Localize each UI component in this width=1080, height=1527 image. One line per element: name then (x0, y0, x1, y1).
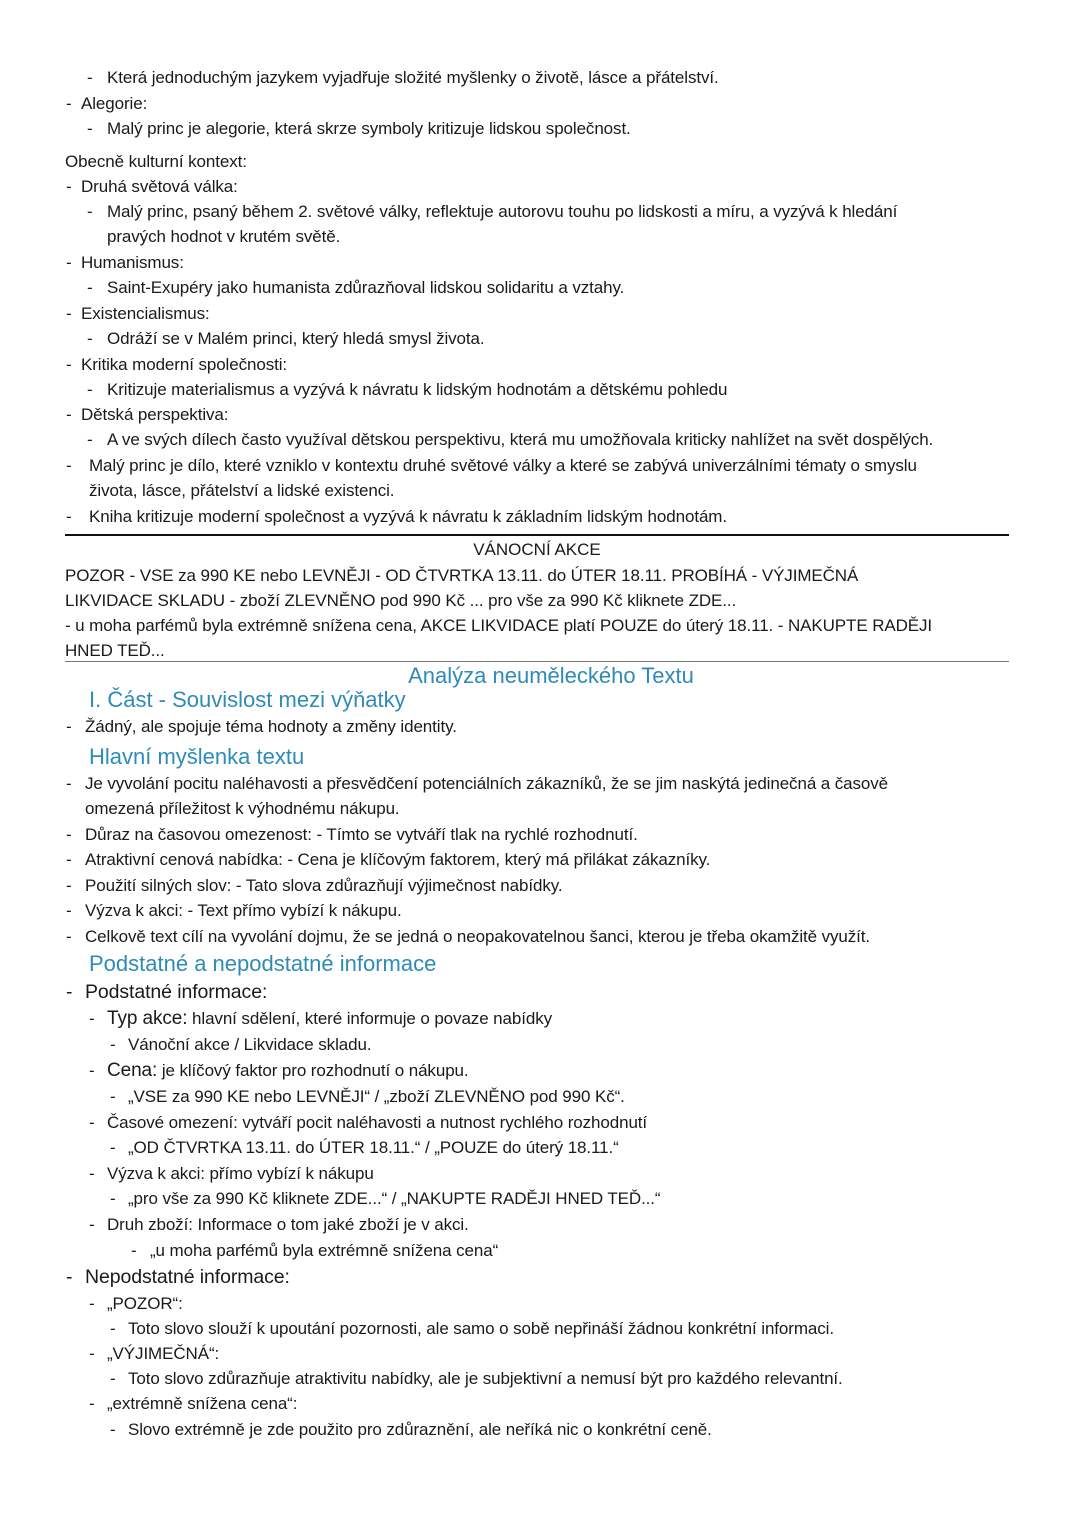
context-detail: pravých hodnot v krutém světě. (107, 227, 341, 246)
context-detail: A ve svých dílech často využíval dětskou perspektivu, která mu umožňovala kriticky nahlížet na svět dospělých. (107, 430, 934, 449)
nonessential-label: Nepodstatné informace: (85, 1266, 290, 1288)
bullet-dash: - (66, 253, 72, 272)
bullet-dash: - (66, 94, 72, 113)
bullet-dash: - (66, 456, 72, 475)
bullet-dash: - (87, 380, 93, 399)
essential-example: „pro vše za 990 Kč kliknete ZDE...“ / „NAKUPTE RADĚJI HNED TEĎ...“ (128, 1189, 661, 1208)
bullet-dash: - (87, 68, 93, 87)
nonessential-explanation: Toto slovo slouží k upoutání pozornosti, ale samo o sobě nepřináší žádnou konkrétní informaci. (128, 1319, 834, 1338)
essential-item-desc: přímo vybízí k nákupu (204, 1164, 374, 1183)
essential-item-desc: Informace o tom jaké zboží je v akci. (192, 1215, 469, 1234)
context-label: Dětská perspektiva: (81, 405, 229, 424)
ad-line: POZOR - VSE za 990 KE nebo LEVNĚJI - OD ČTVRTKA 13.11. do ÚTER 18.11. PROBÍHÁ - VÝJIMEČNÁ (65, 566, 859, 585)
info-heading: Podstatné a nepodstatné informace (89, 951, 437, 976)
essential-label: Podstatné informace: (85, 981, 268, 1003)
essential-item (107, 1008, 552, 1030)
context-detail: Kritizuje materialismus a vyzývá k návratu k lidským hodnotám a dětskému pohledu (107, 380, 728, 399)
essential-example: Vánoční akce / Likvidace skladu. (128, 1035, 372, 1054)
main-idea-item: Je vyvolání pocitu naléhavosti a přesvědčení potenciálních zákazníků, že se jim naskýtá jedinečná a časově (85, 774, 889, 793)
bullet-dash: - (66, 825, 72, 844)
context-label: Druhá světová válka: (81, 177, 238, 196)
context-label: Humanismus: (81, 253, 184, 272)
essential-item-label: Časové omezení: (107, 1113, 238, 1132)
bullet-dash: - (89, 1061, 95, 1080)
essential-item (107, 1060, 469, 1082)
main-idea-item: Výzva k akci: - Text přímo vybízí k nákupu. (85, 901, 402, 920)
bullet-dash: - (66, 850, 72, 869)
bullet-dash: - (66, 927, 72, 946)
bullet-dash: - (89, 1164, 95, 1183)
essential-item-desc: vytváří pocit naléhavosti a nutnost rychlého rozhodnutí (237, 1113, 648, 1132)
bullet-dash: - (110, 1369, 116, 1388)
bullet-dash: - (66, 405, 72, 424)
context-detail: Malý princ, psaný během 2. světové války, reflektuje autorovu touhu po lidskosti a míru, a vyzývá k hledání (107, 202, 898, 221)
essential-item-label: Cena: (107, 1060, 158, 1081)
bullet-dash: - (66, 177, 72, 196)
bullet-dash: - (131, 1241, 137, 1260)
nonessential-explanation: Slovo extrémně je zde použito pro zdůraznění, ale neříká nic o konkrétní ceně. (128, 1420, 712, 1439)
analysis-title: Analýza neuměleckého Textu (408, 663, 694, 688)
bullet-dash: - (89, 1113, 95, 1132)
main-idea-heading: Hlavní myšlenka textu (89, 744, 305, 769)
bullet-dash: - (110, 1420, 116, 1439)
bullet-dash: - (89, 1294, 95, 1313)
context-detail: Saint-Exupéry jako humanista zdůrazňoval lidskou solidaritu a vztahy. (107, 278, 625, 297)
ad-line: - u moha parfémů byla extrémně snížena cena, AKCE LIKVIDACE platí POUZE do úterý 18.11. - NAKUPTE RADĚJI (65, 616, 933, 635)
summary-line: života, lásce, přátelství a lidské existenci. (89, 481, 395, 500)
part1-heading: I. Část - Souvislost mezi výňatky (89, 687, 406, 712)
bullet-dash: - (66, 901, 72, 920)
ad-title: VÁNOCNÍ AKCE (473, 540, 601, 559)
essential-item-label: Typ akce: (107, 1008, 188, 1029)
bullet-dash: - (87, 278, 93, 297)
bullet-dash: - (89, 1009, 95, 1028)
note-line: Která jednoduchým jazykem vyjadřuje složité myšlenky o životě, lásce a přátelství. (107, 68, 719, 87)
summary-line: Malý princ je dílo, které vzniklo v kontextu druhé světové války a které se zabývá univerzálními tématy o smyslu (89, 456, 917, 475)
essential-item (107, 1214, 469, 1236)
essential-item-desc: je klíčový faktor pro rozhodnutí o nákupu. (157, 1061, 469, 1080)
bullet-dash: - (87, 430, 93, 449)
nonessential-item: „VÝJIMEČNÁ“: (107, 1344, 220, 1363)
bullet-dash: - (87, 119, 93, 138)
nonessential-item: „POZOR“: (107, 1294, 183, 1313)
bullet-dash: - (110, 1035, 116, 1054)
bullet-dash: - (87, 329, 93, 348)
bullet-dash: - (110, 1319, 116, 1338)
bullet-dash: - (66, 507, 72, 526)
divider (65, 534, 1009, 536)
bullet-dash: - (66, 876, 72, 895)
main-idea-item: Celkově text cílí na vyvolání dojmu, že se jedná o neopakovatelnou šanci, kterou je třeba okamžitě využít. (85, 927, 871, 946)
context-heading: Obecně kulturní kontext: (65, 152, 247, 171)
bullet-dash: - (66, 774, 72, 793)
ad-line: LIKVIDACE SKLADU - zboží ZLEVNĚNO pod 990 Kč ... pro vše za 990 Kč kliknete ZDE... (65, 591, 737, 610)
bullet-dash: - (66, 355, 72, 374)
bullet-dash: - (89, 1215, 95, 1234)
essential-item (107, 1163, 374, 1185)
note-line: Malý princ je alegorie, která skrze symboly kritizuje lidskou společnost. (107, 119, 631, 138)
context-detail: Odráží se v Malém princi, který hledá smysl života. (107, 329, 485, 348)
essential-example: „u moha parfémů byla extrémně snížena cena“ (150, 1241, 499, 1260)
essential-item-desc: hlavní sdělení, které informuje o povaze nabídky (187, 1009, 553, 1028)
context-label: Kritika moderní společnosti: (81, 355, 288, 374)
main-idea-item: Použití silných slov: - Tato slova zdůrazňují výjimečnost nabídky. (85, 876, 563, 895)
bullet-dash: - (87, 202, 93, 221)
note-line: Alegorie: (81, 94, 148, 113)
main-idea-item: Atraktivní cenová nabídka: - Cena je klíčovým faktorem, který má přilákat zákazníky. (85, 850, 711, 869)
main-idea-item: Důraz na časovou omezenost: - Tímto se vytváří tlak na rychlé rozhodnutí. (85, 825, 638, 844)
divider (65, 661, 1009, 662)
nonessential-item: „extrémně snížena cena“: (107, 1394, 298, 1413)
nonessential-explanation: Toto slovo zdůrazňuje atraktivitu nabídky, ale je subjektivní a nemusí být pro každého relevantní. (128, 1369, 843, 1388)
essential-item-label: Výzva k akci: (107, 1164, 205, 1183)
essential-example: „OD ČTVRTKA 13.11. do ÚTER 18.11.“ / „POUZE do úterý 18.11.“ (128, 1138, 619, 1157)
summary-line: Kniha kritizuje moderní společnost a vyzývá k návratu k základním lidským hodnotám. (89, 507, 727, 526)
bullet-dash: - (66, 717, 72, 736)
bullet-dash: - (66, 981, 73, 1003)
bullet-dash: - (89, 1394, 95, 1413)
bullet-dash: - (66, 304, 72, 323)
context-label: Existencialismus: (81, 304, 210, 323)
bullet-dash: - (110, 1138, 116, 1157)
essential-item (107, 1112, 647, 1134)
bullet-dash: - (89, 1344, 95, 1363)
main-idea-item: omezená příležitost k výhodnému nákupu. (85, 799, 400, 818)
bullet-dash: - (110, 1087, 116, 1106)
bullet-dash: - (110, 1189, 116, 1208)
part1-text: Žádný, ale spojuje téma hodnoty a změny identity. (85, 717, 457, 736)
essential-example: „VSE za 990 KE nebo LEVNĚJI“ / „zboží ZLEVNĚNO pod 990 Kč“. (128, 1087, 625, 1106)
bullet-dash: - (66, 1266, 73, 1288)
ad-line: HNED TEĎ... (65, 641, 165, 660)
essential-item-label: Druh zboží: (107, 1215, 193, 1234)
